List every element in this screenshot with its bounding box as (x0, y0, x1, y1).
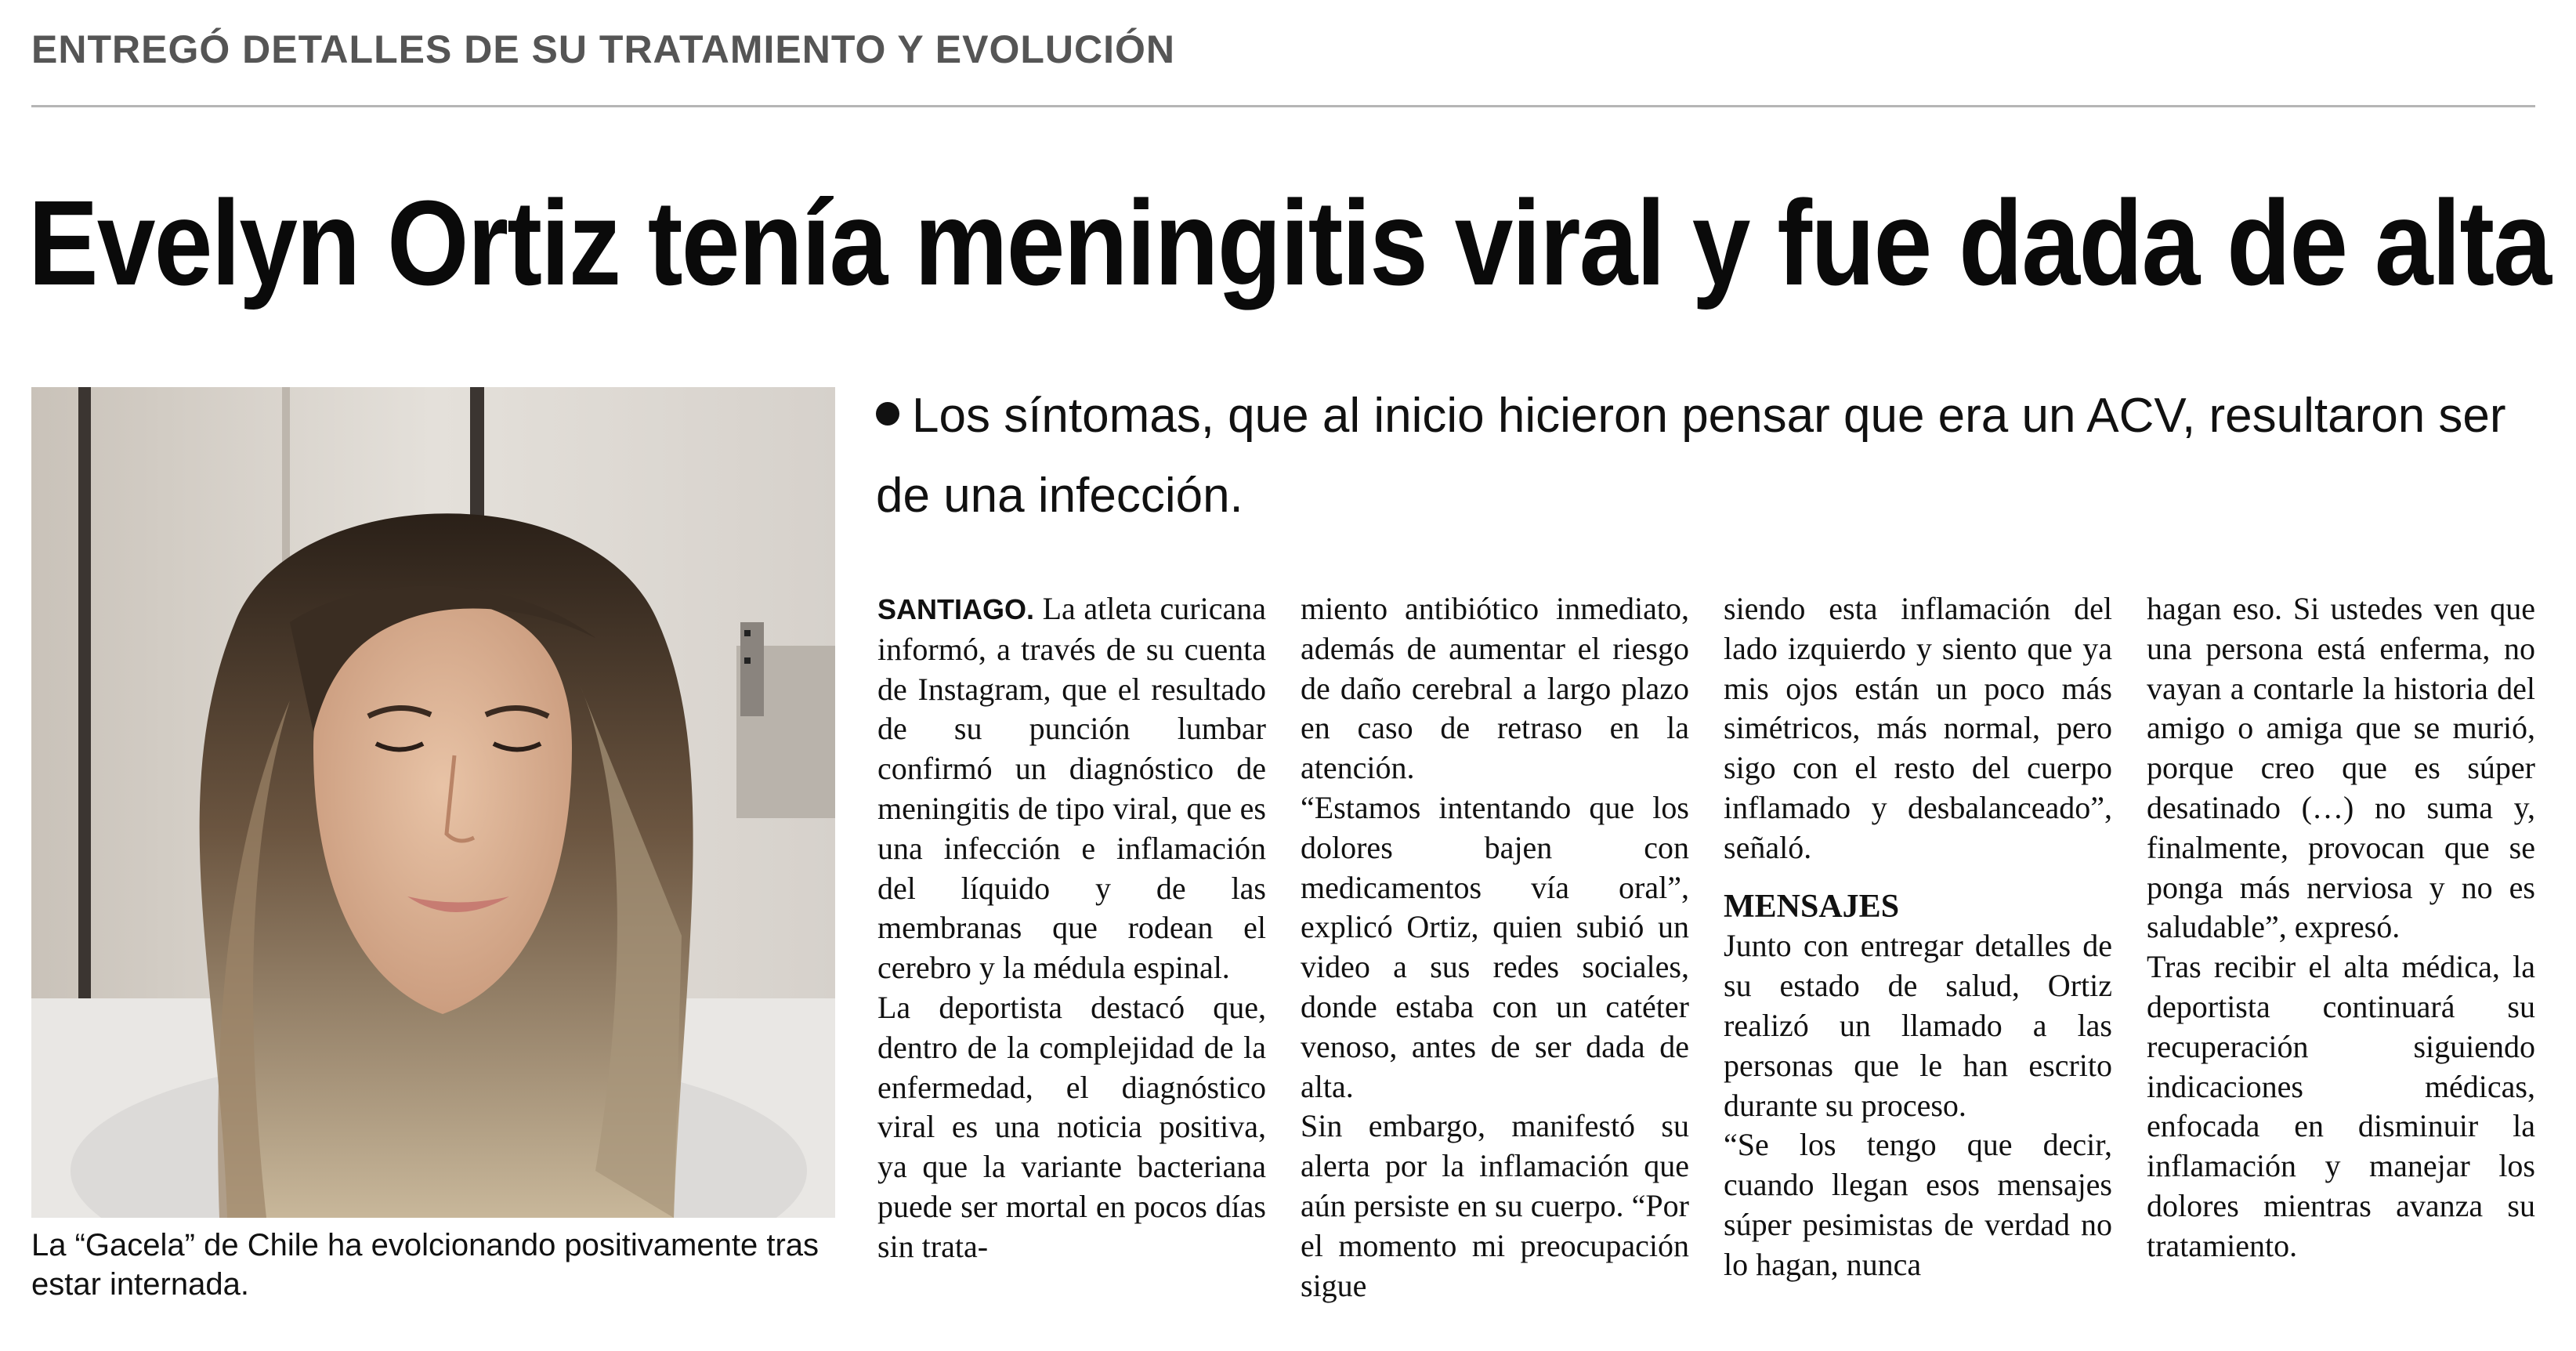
paragraph: SANTIAGO. La atleta curicana informó, a través de su cuenta de Instagram, que el resultado de su punción lumbar confirmó un diagnóstico de meningitis de tipo viral, que es una infección e inflamación del líquido y de las membranas que rodean el cerebro y la médula espinal. (877, 591, 1266, 986)
paragraph: miento antibiótico inmediato, además de aumentar el riesgo de daño cerebral a largo plazo en caso de retraso en la atención. (1301, 591, 1689, 786)
body-column-4 (2147, 589, 2535, 1266)
dateline: SANTIAGO. (877, 593, 1035, 625)
paragraph: hagan eso. Si ustedes ven que una persona está enferma, no vayan a contarle la historia del amigo o amiga que se murió, porque creo que es súper desatinado (…) no suma y, finalmente, provocan que se ponga más nerviosa y no es saludable”, expresó. (2147, 591, 2535, 945)
article-headline: Evelyn Ortiz tenía meningitis viral y fue dada de alta (28, 176, 2551, 310)
deck-text: Los síntomas, que al inicio hicieron pensar que era un ACV, resultaron ser de una infección. (876, 389, 2506, 523)
bullet-icon (876, 402, 899, 426)
paragraph: “Estamos intentando que los dolores bajen con medicamentos vía oral”, explicó Ortiz, quien subió un video a sus redes sociales, donde estaba con un catéter venoso, antes de ser dada de alta. (1301, 789, 1689, 1104)
paragraph: Junto con entregar detalles de su estado de salud, Ortiz realizó un llamado a las personas que le han escrito durante su proceso. (1724, 928, 2112, 1123)
paragraph: Tras recibir el alta médica, la deportista continuará su recuperación siguiendo indicaciones médicas, enfocada en disminuir la inflamación y manejar los dolores mientras avanza su tratamiento. (2147, 949, 2535, 1263)
paragraph: siendo esta inflamación del lado izquierdo y siento que ya mis ojos están un poco más simétricos, más normal, pero sigo con el resto del cuerpo inflamado y desbalanceado”, señaló. (1724, 591, 2112, 865)
section-subhead: MENSAJES (1724, 888, 1900, 925)
article-photo (31, 387, 835, 1218)
article-kicker: ENTREGÓ DETALLES DE SU TRATAMIENTO Y EVOLUCIÓN (31, 27, 1175, 71)
paragraph: Sin embargo, manifestó su alerta por la inflamación que aún persiste en su cuerpo. “Por el momento mi preocupación sigue (1301, 1108, 1689, 1303)
paragraph: “Se los tengo que decir, cuando llegan esos mensajes súper pesimistas de verdad no lo hagan, nunca (1724, 1127, 2112, 1282)
body-column-3 (1724, 589, 2112, 1285)
body-column-2 (1301, 589, 1689, 1306)
body-column-1 (877, 589, 1266, 1267)
section-divider (31, 105, 2535, 107)
paragraph: La deportista destacó que, dentro de la complejidad de la enfermedad, el diagnóstico viral es una noticia positiva, ya que la variante bacteriana puede ser mortal en pocos días sin trata- (877, 989, 1266, 1264)
photo-caption: La “Gacela” de Chile ha evolcionando positivamente tras estar internada. (31, 1228, 819, 1302)
article-deck (876, 376, 2552, 536)
